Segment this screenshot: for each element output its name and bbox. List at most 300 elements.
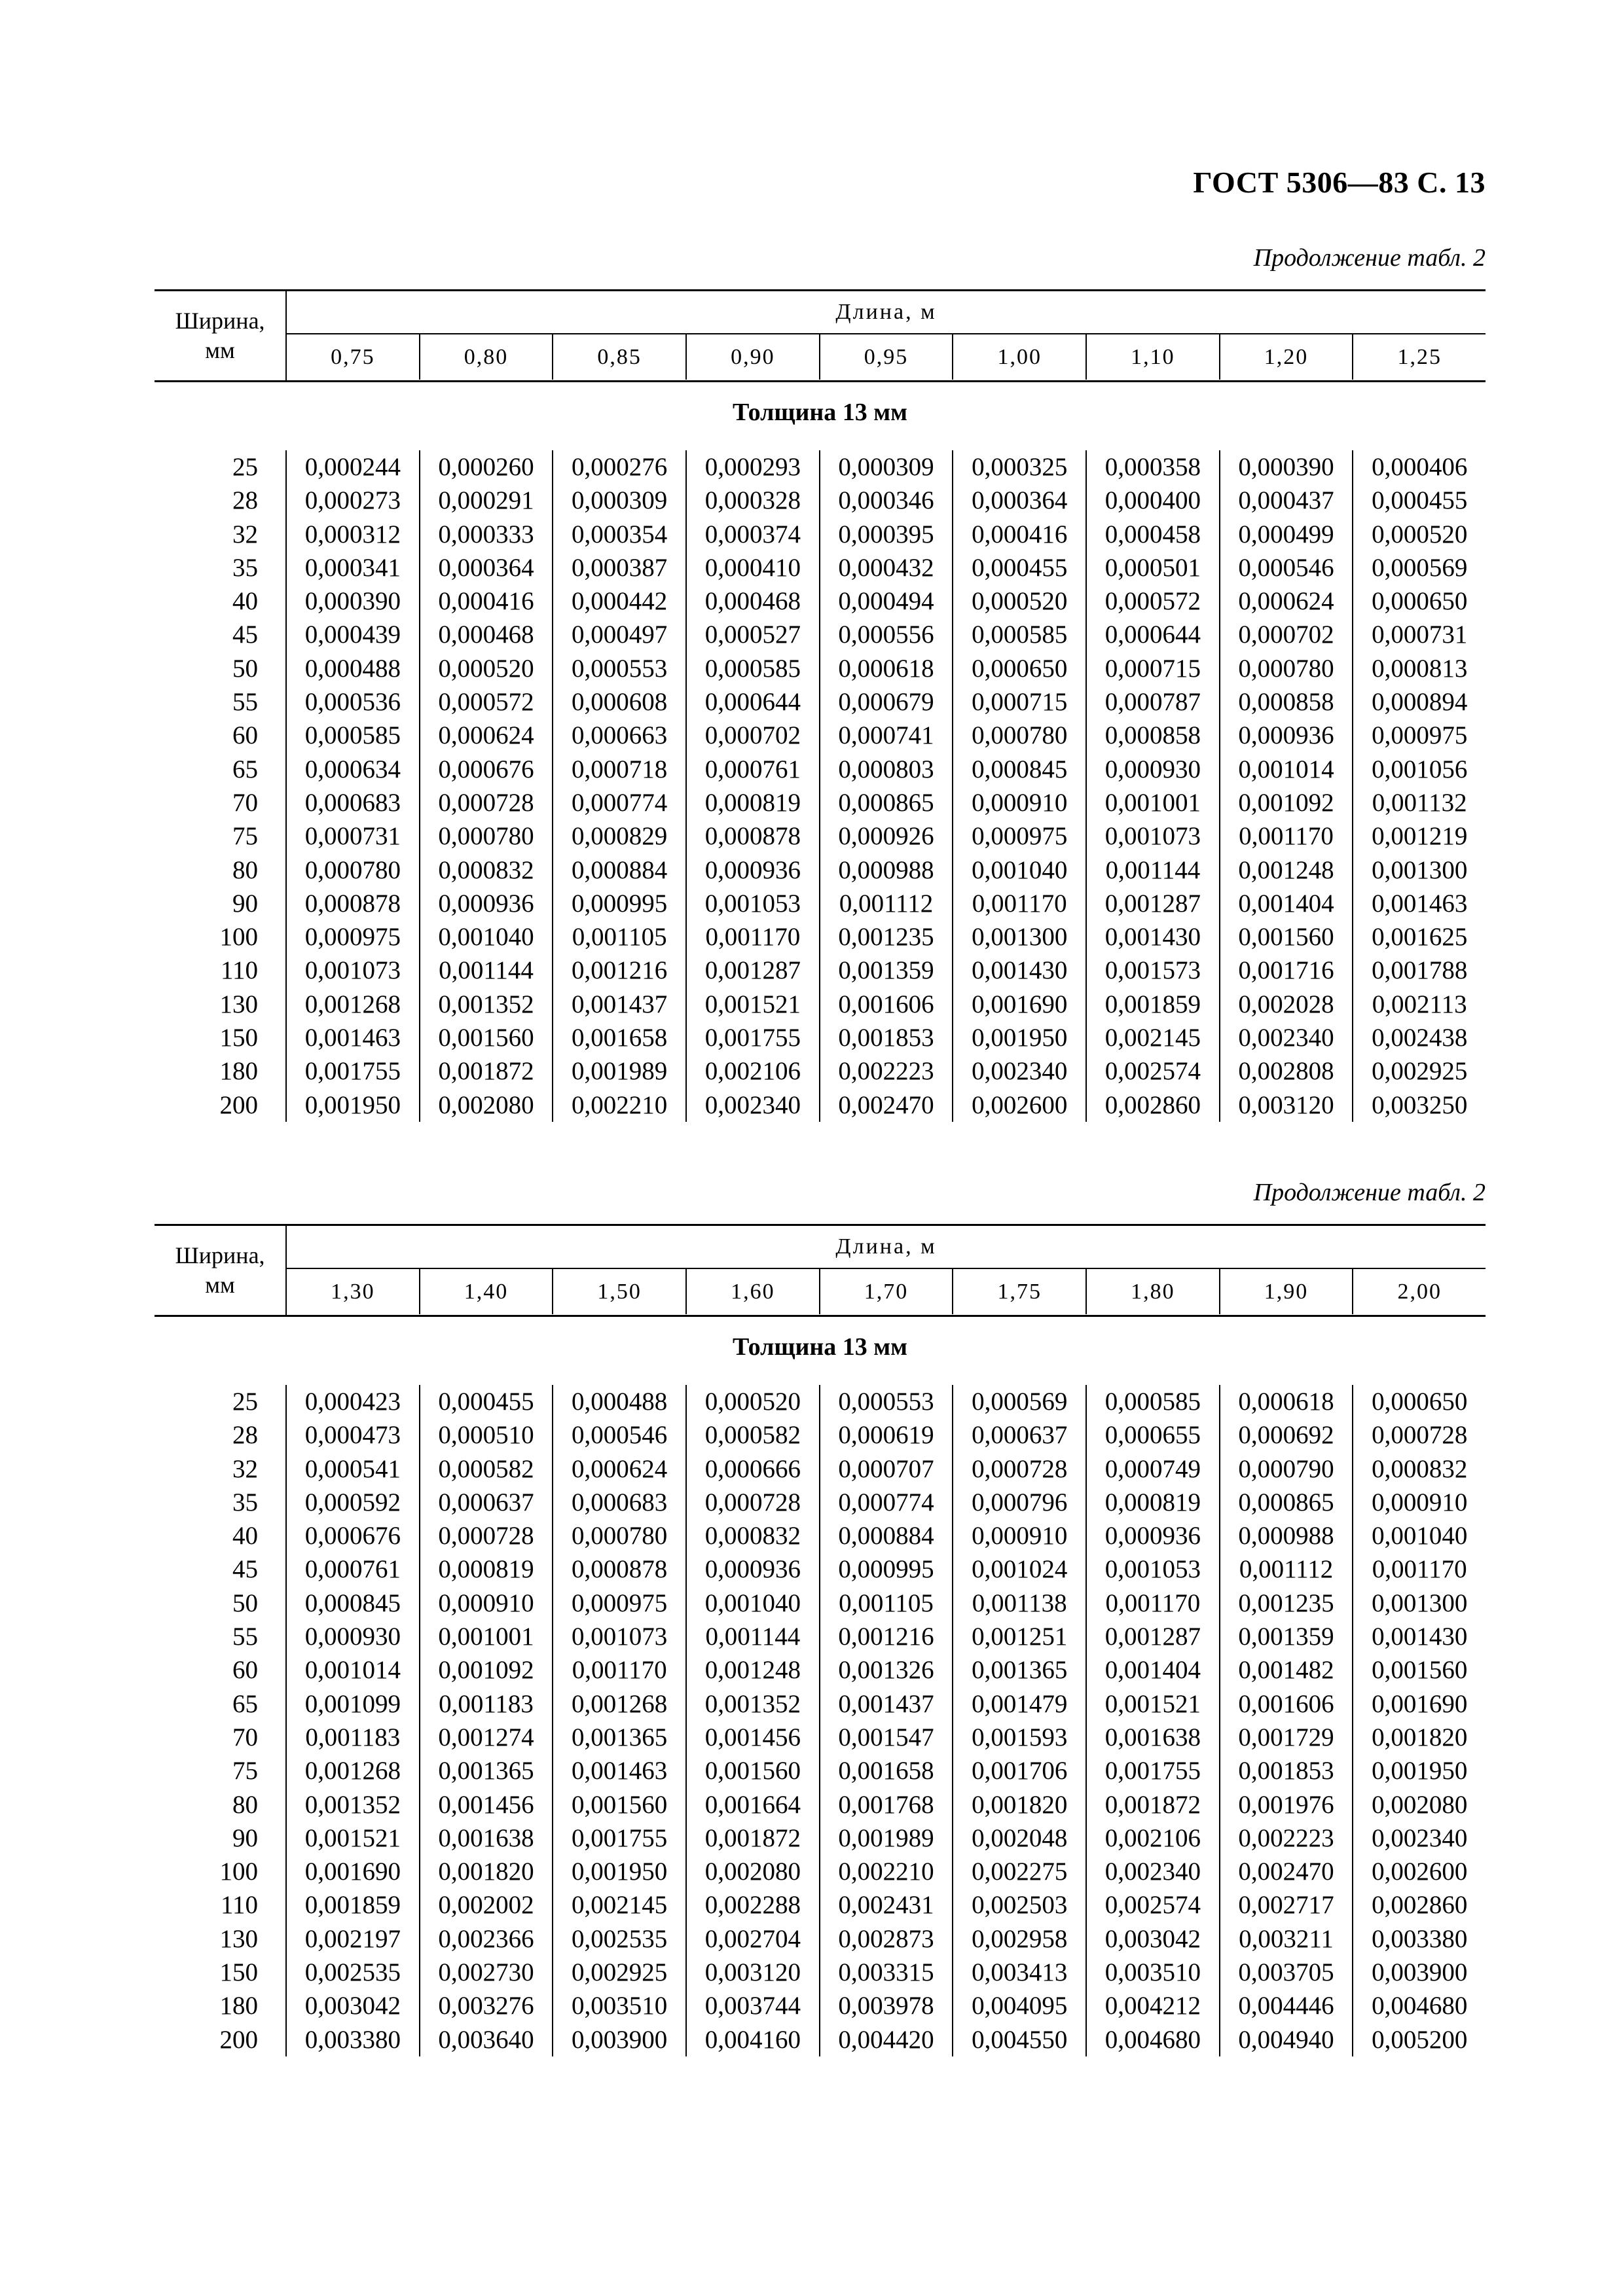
table-cell: 0,000244 (304, 453, 401, 481)
table-cell: 0,000988 (1238, 1522, 1334, 1551)
table-cell: 0,002080 (1372, 1790, 1468, 1819)
table-cell: 0,000455 (438, 1388, 534, 1416)
width-cell: 150 (219, 1958, 258, 1987)
table-cell: 0,002366 (438, 1924, 534, 1953)
table-cell: 0,001872 (1104, 1790, 1201, 1819)
table-cell: 0,002048 (972, 1823, 1068, 1852)
table-cell: 0,002730 (438, 1958, 534, 1987)
width-cell: 130 (219, 990, 258, 1018)
table-cell: 0,001404 (1104, 1656, 1201, 1685)
table-cell: 0,001365 (572, 1723, 668, 1751)
table-cell: 0,000468 (704, 587, 801, 616)
table-cell: 0,001300 (972, 923, 1068, 952)
width-cell: 28 (232, 1421, 258, 1450)
table-cell: 0,001359 (1238, 1623, 1334, 1651)
table-cell: 0,000715 (972, 688, 1068, 717)
table-cell: 0,000273 (304, 486, 401, 515)
width-cell: 50 (232, 654, 258, 683)
thickness-label: Толщина 13 мм (732, 1333, 908, 1361)
width-cell: 100 (219, 923, 258, 952)
data-column (419, 450, 553, 1122)
table-cell: 0,001053 (1104, 1555, 1201, 1584)
width-column-header (155, 291, 285, 380)
table-cell: 0,001170 (1372, 1555, 1467, 1584)
table-cell: 0,001872 (704, 1823, 801, 1852)
table-cell: 0,000556 (838, 620, 934, 649)
table-cell: 0,001976 (1238, 1790, 1334, 1819)
table-cell: 0,002106 (1104, 1823, 1201, 1852)
data-column (1352, 450, 1486, 1122)
table-cell: 0,000650 (972, 654, 1068, 683)
table-cell: 0,000520 (438, 654, 534, 683)
table-cell: 0,001170 (705, 923, 801, 952)
table-cell: 0,001300 (1372, 1588, 1468, 1617)
width-cell: 90 (232, 1823, 258, 1852)
length-title: Длина, м (287, 1226, 1486, 1269)
table-cell: 0,000608 (572, 688, 668, 717)
table-cell: 0,001132 (1372, 788, 1467, 817)
table-cell: 0,003276 (438, 1992, 534, 2020)
table-cell: 0,002925 (572, 1958, 668, 1987)
table-cell: 0,001729 (1238, 1723, 1334, 1751)
table-cell: 0,000650 (1372, 587, 1468, 616)
table-cell: 0,001073 (1104, 822, 1201, 851)
table-cell: 0,000395 (838, 520, 934, 548)
table-cell: 0,001690 (972, 990, 1068, 1018)
table-cell: 0,002470 (838, 1090, 934, 1119)
table-cell: 0,004446 (1238, 1992, 1334, 2020)
table-cell: 0,000936 (704, 855, 801, 884)
width-cell: 110 (220, 956, 258, 985)
table-cell: 0,001144 (1105, 855, 1201, 884)
table-cell: 0,001235 (1238, 1588, 1334, 1617)
table-cell: 0,003744 (704, 1992, 801, 2020)
table-cell: 0,002210 (572, 1090, 668, 1119)
table-cell: 0,000683 (304, 788, 401, 817)
table-cell: 0,000406 (1372, 453, 1468, 481)
table-cell: 0,000884 (838, 1522, 934, 1551)
width-cell: 28 (232, 486, 258, 515)
width-cell: 200 (219, 1090, 258, 1119)
table-cell: 0,000520 (1372, 520, 1468, 548)
table-cell: 0,000374 (704, 520, 801, 548)
table-cell: 0,000390 (1238, 453, 1334, 481)
table-cell: 0,000858 (1238, 688, 1334, 717)
width-cell: 35 (232, 553, 258, 582)
table-cell: 0,001053 (704, 889, 801, 918)
table-cell: 0,001170 (1105, 1588, 1201, 1617)
table-cell: 0,001547 (838, 1723, 934, 1751)
width-cell: 25 (232, 1388, 258, 1416)
length-column-header: 1,70 (819, 1269, 953, 1314)
width-cell: 80 (232, 855, 258, 884)
table-cell: 0,001268 (572, 1689, 668, 1718)
length-columns-row (287, 334, 1486, 380)
table-cell: 0,000473 (304, 1421, 401, 1450)
table-cell: 0,001183 (439, 1689, 534, 1718)
table-cell: 0,001014 (304, 1656, 401, 1685)
table-cell: 0,000260 (438, 453, 534, 481)
table-cell: 0,001073 (304, 956, 401, 985)
table-cell: 0,001521 (1104, 1689, 1201, 1718)
table-cell: 0,000341 (304, 553, 401, 582)
table-cell: 0,000832 (1372, 1454, 1468, 1483)
width-cell: 45 (232, 620, 258, 649)
length-header-group (285, 1226, 1486, 1315)
table-cell: 0,001014 (1238, 755, 1334, 783)
table-cell: 0,001219 (1372, 822, 1468, 851)
table-cell: 0,001056 (1372, 755, 1468, 783)
length-column-header: 1,90 (1219, 1269, 1353, 1314)
table-cell: 0,002574 (1104, 1891, 1201, 1920)
table-cell: 0,000585 (704, 654, 801, 683)
table-cell: 0,001606 (838, 990, 934, 1018)
width-cell: 40 (232, 587, 258, 616)
length-column-header: 2,00 (1352, 1269, 1486, 1314)
data-column (552, 1385, 685, 2056)
table-cell: 0,002145 (1104, 1024, 1201, 1052)
table-cell: 0,000865 (1238, 1488, 1334, 1516)
table-cell: 0,001463 (1372, 889, 1468, 918)
table-cell: 0,000865 (838, 788, 934, 817)
table-cell: 0,001638 (1104, 1723, 1201, 1751)
table-cell: 0,001040 (1372, 1522, 1468, 1551)
table-cell: 0,001365 (972, 1656, 1068, 1685)
table-cell: 0,002600 (972, 1090, 1068, 1119)
table-cell: 0,000488 (304, 654, 401, 683)
table-cell: 0,001989 (572, 1057, 668, 1086)
table-cell: 0,004940 (1238, 2025, 1334, 2054)
table-cell: 0,004550 (972, 2025, 1068, 2054)
data-column (685, 1385, 819, 2056)
length-column-header: 0,75 (331, 345, 375, 369)
width-cell: 180 (219, 1057, 258, 1086)
table-cell: 0,000618 (838, 654, 934, 683)
table-cell: 0,002340 (1372, 1823, 1468, 1852)
table-cell: 0,000309 (572, 486, 668, 515)
table-cell: 0,000803 (838, 755, 934, 783)
table-cell: 0,000761 (704, 755, 801, 783)
table-cell: 0,000497 (572, 620, 668, 649)
data-table (155, 289, 1486, 1152)
table-cell: 0,000780 (972, 721, 1068, 750)
table-cell: 0,000488 (572, 1388, 668, 1416)
table-cell: 0,000884 (572, 855, 668, 884)
table-cell: 0,001706 (972, 1757, 1068, 1785)
width-cell: 80 (232, 1790, 258, 1819)
table-cell: 0,001690 (304, 1857, 401, 1886)
table-cell: 0,002080 (704, 1857, 801, 1886)
table-cell: 0,000858 (1104, 721, 1201, 750)
table-cell: 0,001352 (438, 990, 534, 1018)
table-cell: 0,001859 (1104, 990, 1201, 1018)
table-cell: 0,001479 (972, 1689, 1068, 1718)
data-column (1352, 1385, 1486, 2056)
width-cell: 180 (219, 1992, 258, 2020)
table-cell: 0,002223 (1238, 1823, 1334, 1852)
table-cell: 0,001268 (304, 1757, 401, 1785)
table-cell: 0,001950 (572, 1857, 668, 1886)
data-column (419, 1385, 553, 2056)
table-cell: 0,001001 (1104, 788, 1201, 817)
table-cell: 0,000439 (304, 620, 401, 649)
table-cell: 0,001463 (572, 1757, 668, 1785)
table-cell: 0,000416 (438, 587, 534, 616)
table-cell: 0,000676 (304, 1522, 401, 1551)
table-cell: 0,000819 (704, 788, 801, 817)
width-cell: 55 (232, 688, 258, 717)
table-cell: 0,001248 (1238, 855, 1334, 884)
table-cell: 0,001170 (572, 1656, 667, 1685)
data-column (819, 450, 953, 1122)
table-cell: 0,000936 (704, 1555, 801, 1584)
table-cell: 0,002028 (1238, 990, 1334, 1018)
table-cell: 0,000666 (704, 1454, 801, 1483)
table-cell: 0,000432 (838, 553, 934, 582)
table-cell: 0,000936 (438, 889, 534, 918)
table-cell: 0,000975 (304, 923, 401, 952)
table-cell: 0,001430 (972, 956, 1068, 985)
table-cell: 0,001560 (572, 1790, 668, 1819)
table-cell: 0,000761 (304, 1555, 401, 1584)
table-cell: 0,001820 (1372, 1723, 1468, 1751)
table-cell: 0,000715 (1104, 654, 1201, 683)
table-cell: 0,000582 (438, 1454, 534, 1483)
table-cell: 0,002600 (1372, 1857, 1468, 1886)
table-cell: 0,000410 (704, 553, 801, 582)
width-cell: 130 (219, 1924, 258, 1953)
table-cell: 0,001092 (1238, 788, 1334, 817)
table-cell: 0,001404 (1238, 889, 1334, 918)
table-cell: 0,001112 (839, 889, 934, 918)
table-cell: 0,001144 (439, 956, 534, 985)
table-cell: 0,003705 (1238, 1958, 1334, 1987)
table-cell: 0,004680 (1372, 1992, 1468, 2020)
table-cell: 0,003250 (1372, 1090, 1468, 1119)
width-column (155, 450, 285, 1122)
table-cell: 0,000663 (572, 721, 668, 750)
table-cell: 0,000780 (1238, 654, 1334, 683)
table-cell: 0,001024 (972, 1555, 1068, 1584)
table-cell: 0,001105 (839, 1588, 934, 1617)
table-cell: 0,001105 (572, 923, 667, 952)
table-cell: 0,000644 (1104, 620, 1201, 649)
table-cell: 0,000845 (304, 1588, 401, 1617)
width-cell: 32 (232, 520, 258, 548)
table-cell: 0,000624 (438, 721, 534, 750)
table-cell: 0,000572 (438, 688, 534, 717)
table-cell: 0,000832 (438, 855, 534, 884)
table-cell: 0,001274 (438, 1723, 534, 1751)
length-column-header: 0,85 (552, 334, 685, 380)
thickness-label: Толщина 13 мм (732, 399, 908, 426)
table-cell: 0,000650 (1372, 1388, 1468, 1416)
table-cell: 0,000494 (838, 587, 934, 616)
data-column (952, 1385, 1085, 2056)
table-cell: 0,002340 (972, 1057, 1068, 1086)
length-column-header: 1,75 (952, 1269, 1085, 1314)
table-cell: 0,000832 (704, 1522, 801, 1551)
width-column-header (155, 1226, 285, 1315)
table-cell: 0,001144 (705, 1623, 801, 1651)
table-cell: 0,002535 (572, 1924, 668, 1953)
table-cell: 0,000637 (972, 1421, 1068, 1450)
table-body (155, 1377, 1486, 2087)
table-cell: 0,002340 (1104, 1857, 1201, 1886)
table-cell: 0,001989 (838, 1823, 934, 1852)
table-cell: 0,001287 (1104, 889, 1201, 918)
table-cell: 0,000692 (1238, 1421, 1334, 1450)
table-cell: 0,001430 (1104, 923, 1201, 952)
table-cell: 0,001716 (1238, 956, 1334, 985)
width-label: Ширина, (175, 308, 265, 334)
table-cell: 0,000819 (438, 1555, 534, 1584)
table-cell: 0,003900 (572, 2025, 668, 2054)
table-cell: 0,004212 (1104, 1992, 1201, 2020)
table-cell: 0,000878 (304, 889, 401, 918)
table-cell: 0,001170 (972, 889, 1067, 918)
length-column-header: 1,50 (552, 1269, 685, 1314)
table-cell: 0,001658 (838, 1757, 934, 1785)
table-cell: 0,000878 (704, 822, 801, 851)
table-cell: 0,000499 (1238, 520, 1334, 548)
table-cell: 0,001352 (304, 1790, 401, 1819)
table-cell: 0,001521 (704, 990, 801, 1018)
width-cell: 45 (232, 1555, 258, 1584)
table-cell: 0,000683 (572, 1488, 668, 1516)
table-cell: 0,000676 (438, 755, 534, 783)
table-cell: 0,002717 (1238, 1891, 1334, 1920)
table-cell: 0,000468 (438, 620, 534, 649)
width-cell: 200 (219, 2025, 258, 2054)
table-cell: 0,000774 (838, 1488, 934, 1516)
table-cell: 0,002925 (1372, 1057, 1468, 1086)
table-cell: 0,002288 (704, 1891, 801, 1920)
table-cell: 0,002470 (1238, 1857, 1334, 1886)
table-cell: 0,003900 (1372, 1958, 1468, 1987)
width-unit: мм (205, 1272, 235, 1298)
table-cell: 0,001755 (1104, 1757, 1201, 1785)
table-cell: 0,000995 (572, 889, 668, 918)
width-cell: 55 (232, 1623, 258, 1651)
table-cell: 0,001437 (838, 1689, 934, 1718)
table-cell: 0,000437 (1238, 486, 1334, 515)
table-header (155, 1224, 1486, 1317)
table-cell: 0,000731 (304, 822, 401, 851)
table-cell: 0,001482 (1238, 1656, 1334, 1685)
width-cell: 60 (232, 1656, 258, 1685)
table-cell: 0,000975 (572, 1588, 668, 1617)
table-cell: 0,004095 (972, 1992, 1068, 2020)
table-cell: 0,001521 (304, 1823, 401, 1852)
table-cell: 0,003120 (704, 1958, 801, 1987)
table-cell: 0,000707 (838, 1454, 934, 1483)
table-cell: 0,000333 (438, 520, 534, 548)
table-cell: 0,000510 (438, 1421, 534, 1450)
table-cell: 0,000354 (572, 520, 668, 548)
table-cell: 0,002210 (838, 1857, 934, 1886)
width-cell: 60 (232, 721, 258, 750)
table-cell: 0,001040 (704, 1588, 801, 1617)
table-cell: 0,000930 (304, 1623, 401, 1651)
table-cell: 0,000975 (972, 822, 1068, 851)
table-cell: 0,003120 (1238, 1090, 1334, 1119)
table-cell: 0,001437 (572, 990, 668, 1018)
table-cell: 0,000546 (572, 1421, 668, 1450)
table-cell: 0,002860 (1104, 1090, 1201, 1119)
table-cell: 0,000585 (304, 721, 401, 750)
table-cell: 0,001099 (304, 1689, 401, 1718)
table-cell: 0,001112 (1239, 1555, 1334, 1584)
table-cell: 0,001183 (305, 1723, 401, 1751)
table-cell: 0,001073 (572, 1623, 668, 1651)
table-cell: 0,002535 (304, 1958, 401, 1987)
table-cell: 0,003413 (972, 1958, 1068, 1987)
data-column (1219, 450, 1353, 1122)
table-cell: 0,000718 (572, 755, 668, 783)
length-column-header: 1,80 (1085, 1269, 1219, 1314)
table-cell: 0,003978 (838, 1992, 934, 2020)
length-title: Длина, м (287, 291, 1486, 334)
width-cell: 100 (219, 1857, 258, 1886)
length-column-header: 1,60 (685, 1269, 819, 1314)
table-caption: Продолжение табл. 2 (1253, 1179, 1486, 1206)
table-cell: 0,000679 (838, 688, 934, 717)
table-cell: 0,001950 (304, 1090, 401, 1119)
table-cell: 0,003510 (1104, 1958, 1201, 1987)
table-cell: 0,001251 (972, 1623, 1068, 1651)
table-cell: 0,001001 (438, 1623, 534, 1651)
table-cell: 0,002431 (838, 1891, 934, 1920)
table-cell: 0,000995 (838, 1555, 934, 1584)
table-cell: 0,000634 (304, 755, 401, 783)
table-cell: 0,003315 (838, 1958, 934, 1987)
table-cell: 0,001352 (704, 1689, 801, 1718)
table-cell: 0,000796 (972, 1488, 1068, 1516)
table-cell: 0,000780 (304, 855, 401, 884)
table-cell: 0,000291 (438, 486, 534, 515)
table-cell: 0,001755 (704, 1024, 801, 1052)
table-cell: 0,001593 (972, 1723, 1068, 1751)
table-cell: 0,000618 (1238, 1388, 1334, 1416)
table-cell: 0,000845 (972, 755, 1068, 783)
width-cell: 35 (232, 1488, 258, 1516)
table-cell: 0,000910 (972, 1522, 1068, 1551)
table-cell: 0,000749 (1104, 1454, 1201, 1483)
table-cell: 0,000936 (1238, 721, 1334, 750)
table-cell: 0,000988 (838, 855, 934, 884)
table-cell: 0,001287 (704, 956, 801, 985)
table-cell: 0,001755 (304, 1057, 401, 1086)
table-cell: 0,000325 (972, 453, 1068, 481)
table-cell: 0,000702 (1238, 620, 1334, 649)
table-cell: 0,000624 (1238, 587, 1334, 616)
table-cell: 0,002275 (972, 1857, 1068, 1886)
length-column-header: 0,80 (419, 334, 553, 380)
table-cell: 0,002704 (704, 1924, 801, 1953)
table-cell: 0,003211 (1239, 1924, 1334, 1953)
table-cell: 0,000780 (438, 822, 534, 851)
table-cell: 0,002503 (972, 1891, 1068, 1920)
table-cell: 0,000501 (1104, 553, 1201, 582)
width-column (155, 1385, 285, 2056)
table-cell: 0,000569 (972, 1388, 1068, 1416)
width-cell: 75 (232, 1757, 258, 1785)
length-column-header: 1,25 (1352, 334, 1486, 380)
table-cell: 0,000878 (572, 1555, 668, 1584)
table-cell: 0,002574 (1104, 1057, 1201, 1086)
width-cell: 90 (232, 889, 258, 918)
